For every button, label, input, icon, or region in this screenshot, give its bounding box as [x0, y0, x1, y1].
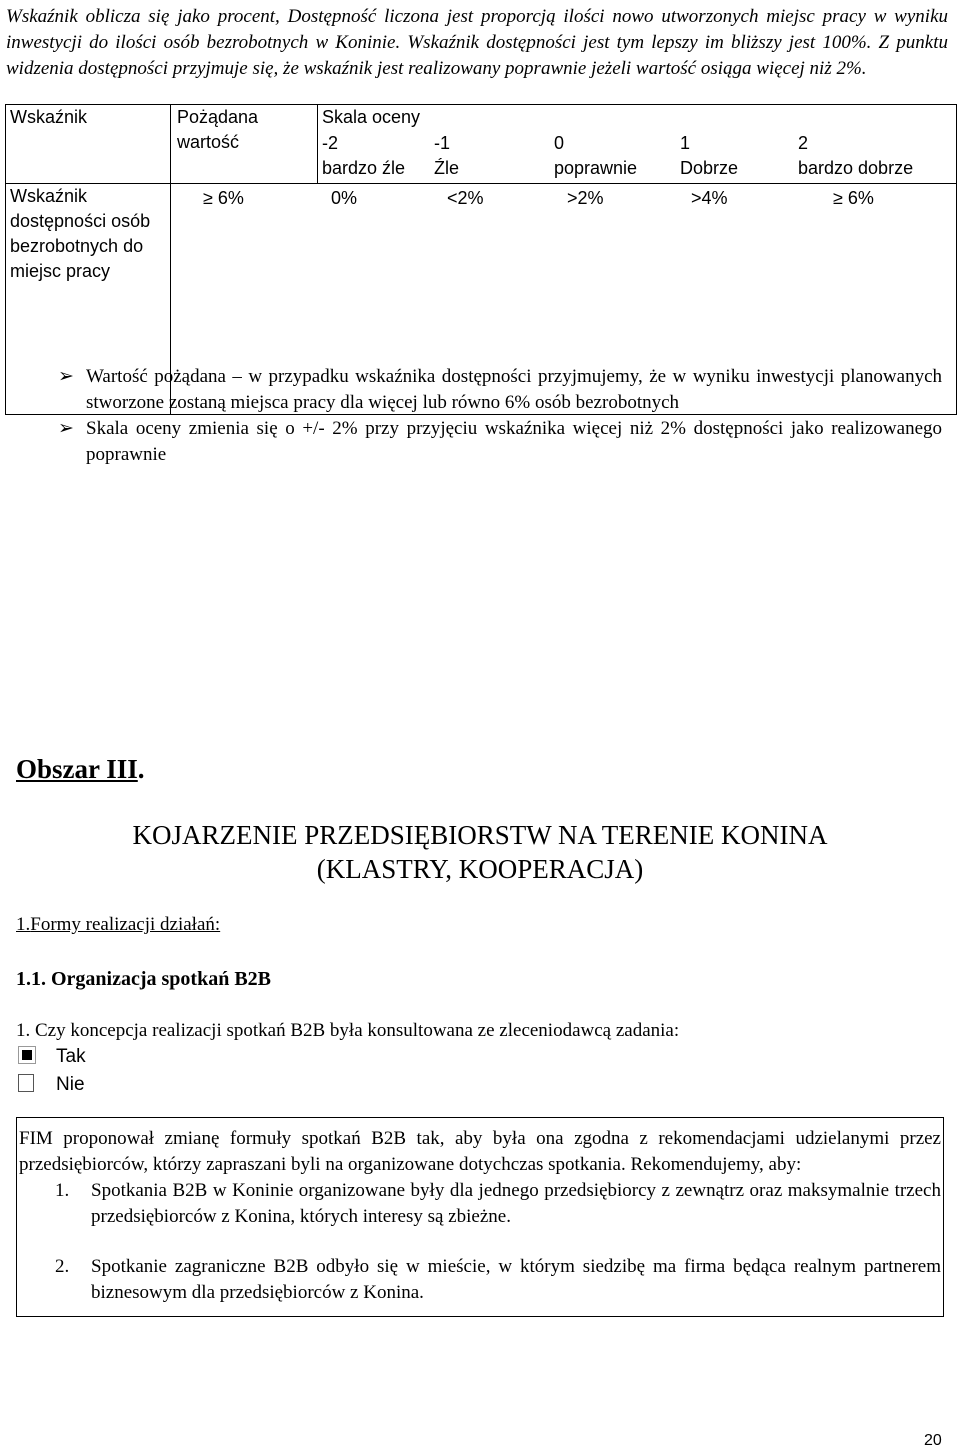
recommendation-box — [16, 1117, 944, 1317]
scale-num: -2 — [322, 133, 339, 153]
section-title — [60, 818, 900, 886]
scale-label: Źle — [434, 158, 460, 178]
desired-value: ≥ 6% — [203, 188, 244, 208]
scale-col-5 — [798, 131, 913, 181]
value-bardzo-dobrze: ≥ 6% — [833, 188, 874, 208]
title-line-1: KOJARZENIE PRZEDSIĘBIORSTW NA TERENIE KONINA — [132, 820, 828, 850]
empty-box-icon — [18, 1074, 34, 1092]
arrow-bullet-icon: ➢ — [58, 366, 74, 387]
value-poprawnie: >2% — [567, 188, 604, 208]
scale-label: Dobrze — [680, 158, 739, 178]
section-heading — [16, 754, 145, 785]
bullet-list — [58, 364, 942, 468]
scale-num: 2 — [798, 133, 809, 153]
scale-label: bardzo dobrze — [798, 158, 914, 178]
item-number: 1. — [55, 1180, 70, 1201]
recommendation-item — [19, 1178, 941, 1230]
header-desired-value: Pożądana wartość — [171, 105, 318, 184]
forms-heading — [16, 914, 220, 936]
option-yes-label: Tak — [56, 1046, 86, 1067]
option-no-label: Nie — [56, 1074, 85, 1095]
scale-col-3 — [554, 131, 637, 181]
row-indicator-name: Wskaźnik dostępności osób bezrobotnych do miejsc pracy — [6, 184, 171, 415]
question-text: 1. Czy koncepcja realizacji spotkań B2B była konsultowana ze zleceniodawcą zadania: — [16, 1020, 680, 1041]
header-indicator: Wskaźnik — [6, 105, 171, 184]
section-dot: . — [137, 754, 145, 784]
scale-title: Skala oceny — [322, 107, 421, 127]
scale-col-1 — [322, 131, 405, 181]
item-text: Spotkanie zagraniczne B2B odbyło się w mieście, w którym siedzibę ma firma będąca realnym partnerem biznesowym dla przedsiębiorców z Konina. — [91, 1256, 941, 1303]
item-number: 2. — [55, 1256, 70, 1277]
intro-paragraph: Wskaźnik oblicza się jako procent, Dostępność liczona jest proporcją ilości nowo utworzonych miejsc pracy w wyniku inwestycji do ilości osób bezrobotnych w Koninie. Wskaźnik dostępności jest tym lepszy im bliższy jest 100%. Z punktu widzenia dostępności przyjmuje się, że wskaźnik jest realizowany poprawnie jeżeli wartość osiąga więcej niż 2%. — [6, 6, 948, 79]
value-zle: <2% — [447, 188, 484, 208]
bullet-item — [58, 416, 942, 468]
checked-box-icon — [18, 1046, 36, 1064]
bullet-text: Wartość pożądana – w przypadku wskaźnika dostępności przyjmujemy, że w wyniku inwestycji planowanych stworzone zostaną miejsca pracy dla więcej lub równo 6% osób bezrobotnych — [86, 366, 942, 413]
scale-label: poprawnie — [554, 158, 638, 178]
value-bardzo-zle: 0% — [331, 188, 358, 208]
scale-col-4 — [680, 131, 738, 181]
forms-label: Formy realizacji działań: — [30, 914, 221, 935]
bullet-item — [58, 364, 942, 416]
scale-num: 0 — [554, 133, 565, 153]
option-yes[interactable] — [18, 1046, 86, 1068]
arrow-bullet-icon: ➢ — [58, 418, 74, 439]
option-no[interactable] — [18, 1074, 85, 1096]
page-number: 20 — [924, 1432, 942, 1449]
subheading: 1.1. Organizacja spotkań B2B — [16, 968, 272, 990]
value-dobrze: >4% — [691, 188, 728, 208]
scale-num: 1 — [680, 133, 691, 153]
recommendation-item — [19, 1254, 941, 1306]
forms-number: 1. — [16, 914, 31, 935]
scale-col-2 — [434, 131, 459, 181]
title-line-2: (KLASTRY, KOOPERACJA) — [316, 854, 644, 884]
scale-num: -1 — [434, 133, 451, 153]
header-scale — [318, 105, 957, 184]
box-paragraph: FIM proponował zmianę formuły spotkań B2B tak, aby była ona zgodna z rekomendacjami udzielanymi przez przedsiębiorców, którzy zapraszani byli na organizowane dotychczas spotkania. Rekomendujemy, aby: — [19, 1128, 941, 1175]
scale-label: bardzo źle — [322, 158, 406, 178]
item-text: Spotkania B2B w Koninie organizowane były dla jednego przedsiębiorcy z zewnątrz oraz maksymalnie trzech przedsiębiorców z Konina, których interesy są zbieżne. — [91, 1180, 941, 1227]
section-label: Obszar III — [16, 754, 138, 784]
bullet-text: Skala oceny zmienia się o +/- 2% przy przyjęciu wskaźnika więcej niż 2% dostępności jako realizowanego poprawnie — [86, 418, 942, 465]
